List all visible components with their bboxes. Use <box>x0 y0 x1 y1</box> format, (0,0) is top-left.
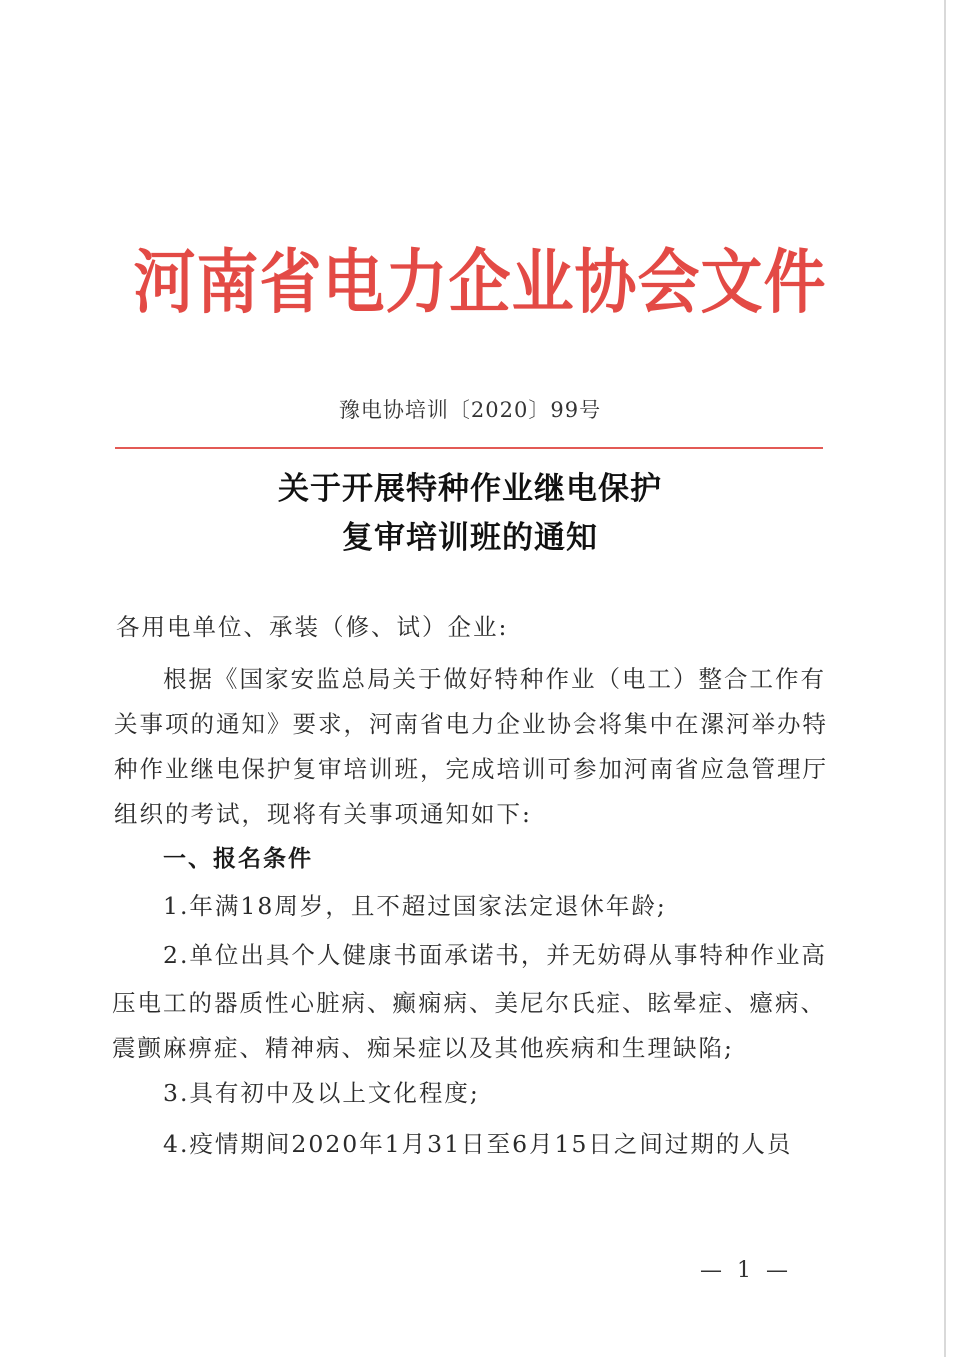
list-item: 3.具有初中及以上文化程度; <box>163 1079 480 1107</box>
intro-line: 关事项的通知》要求，河南省电力企业协会将集中在漯河举办特 <box>114 710 828 738</box>
intro-line: 根据《国家安监总局关于做好特种作业（电工）整合工作有 <box>163 665 826 693</box>
list-item: 2.单位出具个人健康书面承诺书，并无妨碍从事特种作业高 <box>163 941 827 969</box>
scan-edge-line <box>944 0 946 1357</box>
notice-title-line-2: 复审培训班的通知 <box>342 520 598 556</box>
section-heading-registration: 一、报名条件 <box>163 846 313 872</box>
page-number: — 1 — <box>700 1258 792 1283</box>
intro-line: 组织的考试，现将有关事项通知如下: <box>114 800 532 828</box>
org-document-header: 河南省电力企业协会文件 <box>133 241 827 323</box>
red-divider-line <box>115 447 823 449</box>
salutation: 各用电单位、承装（修、试）企业: <box>116 613 509 641</box>
intro-line: 种作业继电保护复审培训班，完成培训可参加河南省应急管理厅 <box>114 755 828 783</box>
document-number: 豫电协培训〔2020〕99号 <box>338 398 602 422</box>
notice-title-line-1: 关于开展特种作业继电保护 <box>278 471 662 507</box>
list-item: 压电工的器质性心脏病、癫痫病、美尼尔氏症、眩晕症、癔病、 <box>112 989 826 1017</box>
list-item: 震颤麻痹症、精神病、痴呆症以及其他疾病和生理缺陷; <box>112 1034 734 1062</box>
list-item: 4.疫情期间2020年1月31日至6月15日之间过期的人员 <box>163 1130 793 1158</box>
list-item: 1.年满18周岁，且不超过国家法定退休年龄; <box>163 892 667 920</box>
